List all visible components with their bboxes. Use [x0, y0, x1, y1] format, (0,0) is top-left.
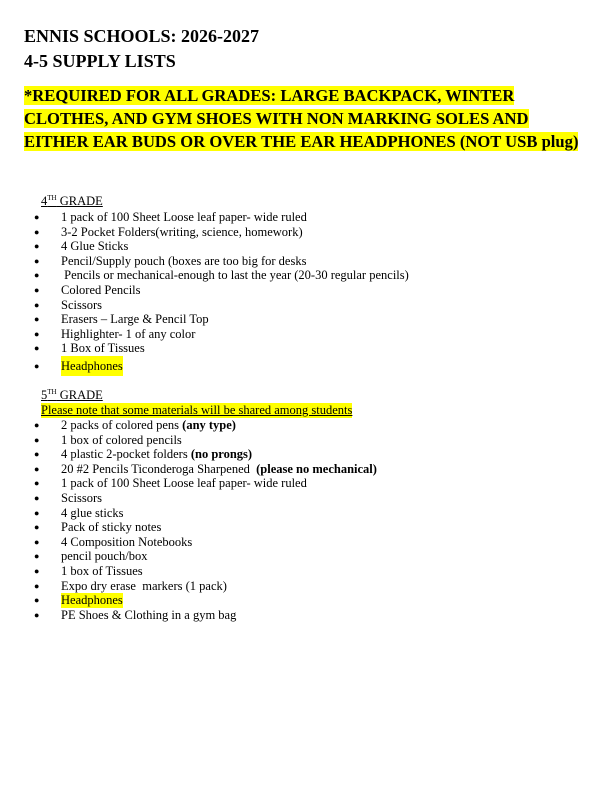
- list-item-text: Pencil/Supply pouch (boxes are too big for desks: [61, 253, 307, 268]
- list-item-text: pencil pouch/box: [61, 549, 148, 564]
- list-item-text: Pencils or mechanical-enough to last the year (20-30 regular pencils): [61, 268, 409, 283]
- bullet-icon: ●: [34, 343, 40, 354]
- bullet-icon: ●: [34, 551, 40, 562]
- grade4-number: 4: [41, 194, 48, 208]
- grade4-heading: [41, 194, 103, 209]
- bullet-icon: ●: [34, 492, 40, 503]
- bullet-icon: ●: [34, 580, 40, 591]
- list-item-text: [61, 462, 377, 477]
- bullet-icon: ●: [34, 255, 40, 266]
- list-item-text: Headphones: [61, 593, 123, 608]
- required-notice-text: *REQUIRED FOR ALL GRADES: LARGE BACKPACK, WINTER CLOTHES, AND GYM SHOES WITH NON MARKING SOLES AND EITHER EAR BUDS OR OVER THE EAR HEADPHONES (NOT USB plug): [24, 86, 579, 151]
- grade5-label: GRADE: [56, 388, 103, 402]
- grade5-number: 5: [41, 388, 48, 402]
- bullet-icon: ●: [34, 565, 40, 576]
- bullet-icon: ●: [34, 434, 40, 445]
- bullet-icon: ●: [34, 478, 40, 489]
- bullet-icon: ●: [34, 522, 40, 533]
- grade5-shared-note: Please note that some materials will be shared among students: [41, 403, 353, 417]
- bullet-icon: ●: [34, 449, 40, 460]
- grade5-heading: [41, 388, 103, 403]
- bullet-icon: ●: [34, 212, 40, 222]
- bullet-icon: ●: [34, 314, 40, 325]
- grade4-suffix: TH: [47, 194, 57, 202]
- bullet-icon: ●: [34, 507, 40, 518]
- list-item-text: 4 glue sticks: [61, 505, 124, 520]
- list-item-text: Scissors: [61, 297, 102, 312]
- list-item-text: 1 pack of 100 Sheet Loose leaf paper- wide ruled: [61, 210, 307, 224]
- bullet-icon: ●: [34, 420, 40, 430]
- bullet-icon: ●: [34, 360, 40, 371]
- list-item-text: Scissors: [61, 490, 102, 505]
- list-item-text: Highlighter- 1 of any color: [61, 326, 196, 341]
- list-item-text: 1 box of Tissues: [61, 563, 143, 578]
- list-item-text: 4 Glue Sticks: [61, 239, 129, 254]
- bullet-icon: ●: [34, 463, 40, 474]
- list-item-text: Expo dry erase markers (1 pack): [61, 578, 227, 593]
- list-item-main: 4 plastic 2-pocket folders: [61, 447, 191, 462]
- grade4-label: GRADE: [56, 194, 103, 208]
- list-item-text: [61, 418, 236, 433]
- list-item-text: 1 box of colored pencils: [61, 432, 182, 447]
- list-item-text: PE Shoes & Clothing in a gym bag: [61, 607, 237, 622]
- list-item-emphasis: (no prongs): [190, 447, 253, 462]
- page-title: ENNIS SCHOOLS: 2026-2027: [24, 26, 260, 46]
- bullet-icon: ●: [34, 270, 40, 281]
- bullet-icon: ●: [34, 284, 40, 295]
- page-subtitle: 4-5 SUPPLY LISTS: [24, 51, 176, 71]
- list-item-text: [61, 447, 252, 462]
- bullet-icon: ●: [34, 328, 40, 339]
- list-item-text: Erasers – Large & Pencil Top: [61, 312, 209, 327]
- required-notice: [24, 84, 594, 153]
- list-item-emphasis: (any type): [182, 418, 236, 432]
- list-item-text: 1 pack of 100 Sheet Loose leaf paper- wide ruled: [61, 476, 307, 491]
- bullet-icon: ●: [34, 241, 40, 252]
- list-item-main: 2 packs of colored pens: [61, 418, 183, 432]
- list-item-text: Colored Pencils: [61, 282, 141, 297]
- list-item-text: 3-2 Pocket Folders(writing, science, homework): [61, 224, 303, 239]
- list-item-text: 4 Composition Notebooks: [61, 534, 193, 549]
- bullet-icon: ●: [34, 299, 40, 310]
- grade5-suffix: TH: [47, 388, 57, 396]
- list-item-text: Headphones: [61, 356, 123, 376]
- bullet-icon: ●: [34, 536, 40, 547]
- list-item-text: 1 Box of Tissues: [61, 341, 145, 356]
- list-item-main: 20 #2 Pencils Ticonderoga Sharpened: [61, 461, 257, 476]
- bullet-icon: ●: [34, 609, 40, 620]
- bullet-icon: ●: [34, 595, 40, 606]
- list-item-text: Pack of sticky notes: [61, 520, 162, 535]
- list-item-emphasis: (please no mechanical): [256, 461, 377, 476]
- bullet-icon: ●: [34, 226, 40, 237]
